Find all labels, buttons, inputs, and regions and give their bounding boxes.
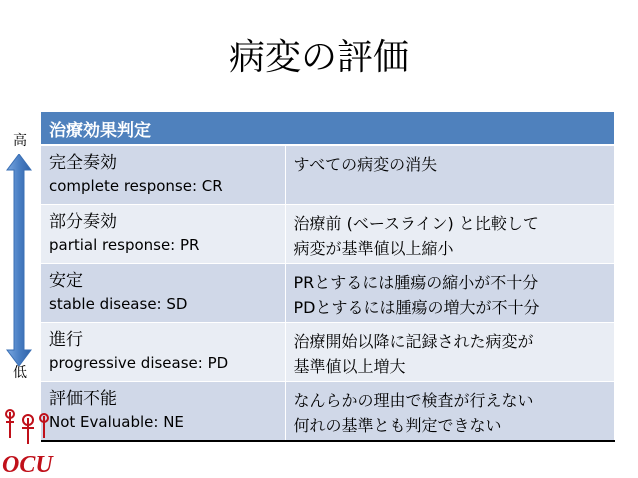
response-name-ja: 完全奏効	[49, 153, 117, 173]
criteria-line: なんらかの理由で検査が行えない	[293, 391, 534, 410]
criteria-line: 治療開始以降に記録された病変が	[293, 332, 534, 351]
ocu-logo	[0, 408, 64, 478]
table-header: 治療効果判定	[41, 112, 614, 145]
scale-low-label: 低	[13, 365, 27, 381]
response-name-cell	[41, 205, 285, 264]
response-criteria-cell	[285, 264, 614, 323]
response-name-en: partial response: PR	[49, 236, 200, 254]
criteria-line: すべての病変の消失	[293, 155, 438, 174]
criteria-line: 基準値以上増大	[293, 357, 406, 376]
response-criteria-cell	[285, 145, 614, 205]
logo-text: OCU	[2, 452, 53, 478]
table-row	[41, 323, 614, 382]
response-name-ja: 部分奏効	[49, 212, 117, 232]
table-header-row	[41, 112, 614, 145]
criteria-line: PDとするには腫瘍の増大が不十分	[293, 298, 540, 317]
response-name-en: Not Evaluable: NE	[49, 413, 184, 431]
table-row	[41, 145, 614, 205]
response-criteria-cell	[285, 382, 614, 442]
criteria-line: 何れの基準とも判定できない	[293, 416, 502, 435]
response-name-ja: 進行	[49, 330, 83, 350]
double-arrow-icon	[6, 154, 32, 366]
criteria-line: 治療前 (ベースライン) と比較して	[293, 214, 539, 233]
response-name-cell	[41, 145, 285, 205]
response-name-cell	[41, 264, 285, 323]
response-name-en: progressive disease: PD	[49, 354, 229, 372]
response-name-en: complete response: CR	[49, 177, 223, 195]
response-name-cell	[41, 323, 285, 382]
table-row	[41, 205, 614, 264]
evaluation-table	[41, 112, 615, 442]
criteria-line: 病変が基準値以上縮小	[293, 239, 454, 258]
response-name-ja: 安定	[49, 271, 83, 291]
response-name-en: stable disease: SD	[49, 295, 188, 313]
response-name-ja: 評価不能	[49, 389, 117, 409]
scale-high-label: 高	[13, 133, 27, 149]
table-row	[41, 382, 614, 442]
criteria-line: PRとするには腫瘍の縮小が不十分	[293, 273, 539, 292]
response-criteria-cell	[285, 205, 614, 264]
response-criteria-cell	[285, 323, 614, 382]
response-name-cell	[41, 382, 285, 442]
slide-title: 病変の評価	[228, 37, 409, 78]
table-row	[41, 264, 614, 323]
